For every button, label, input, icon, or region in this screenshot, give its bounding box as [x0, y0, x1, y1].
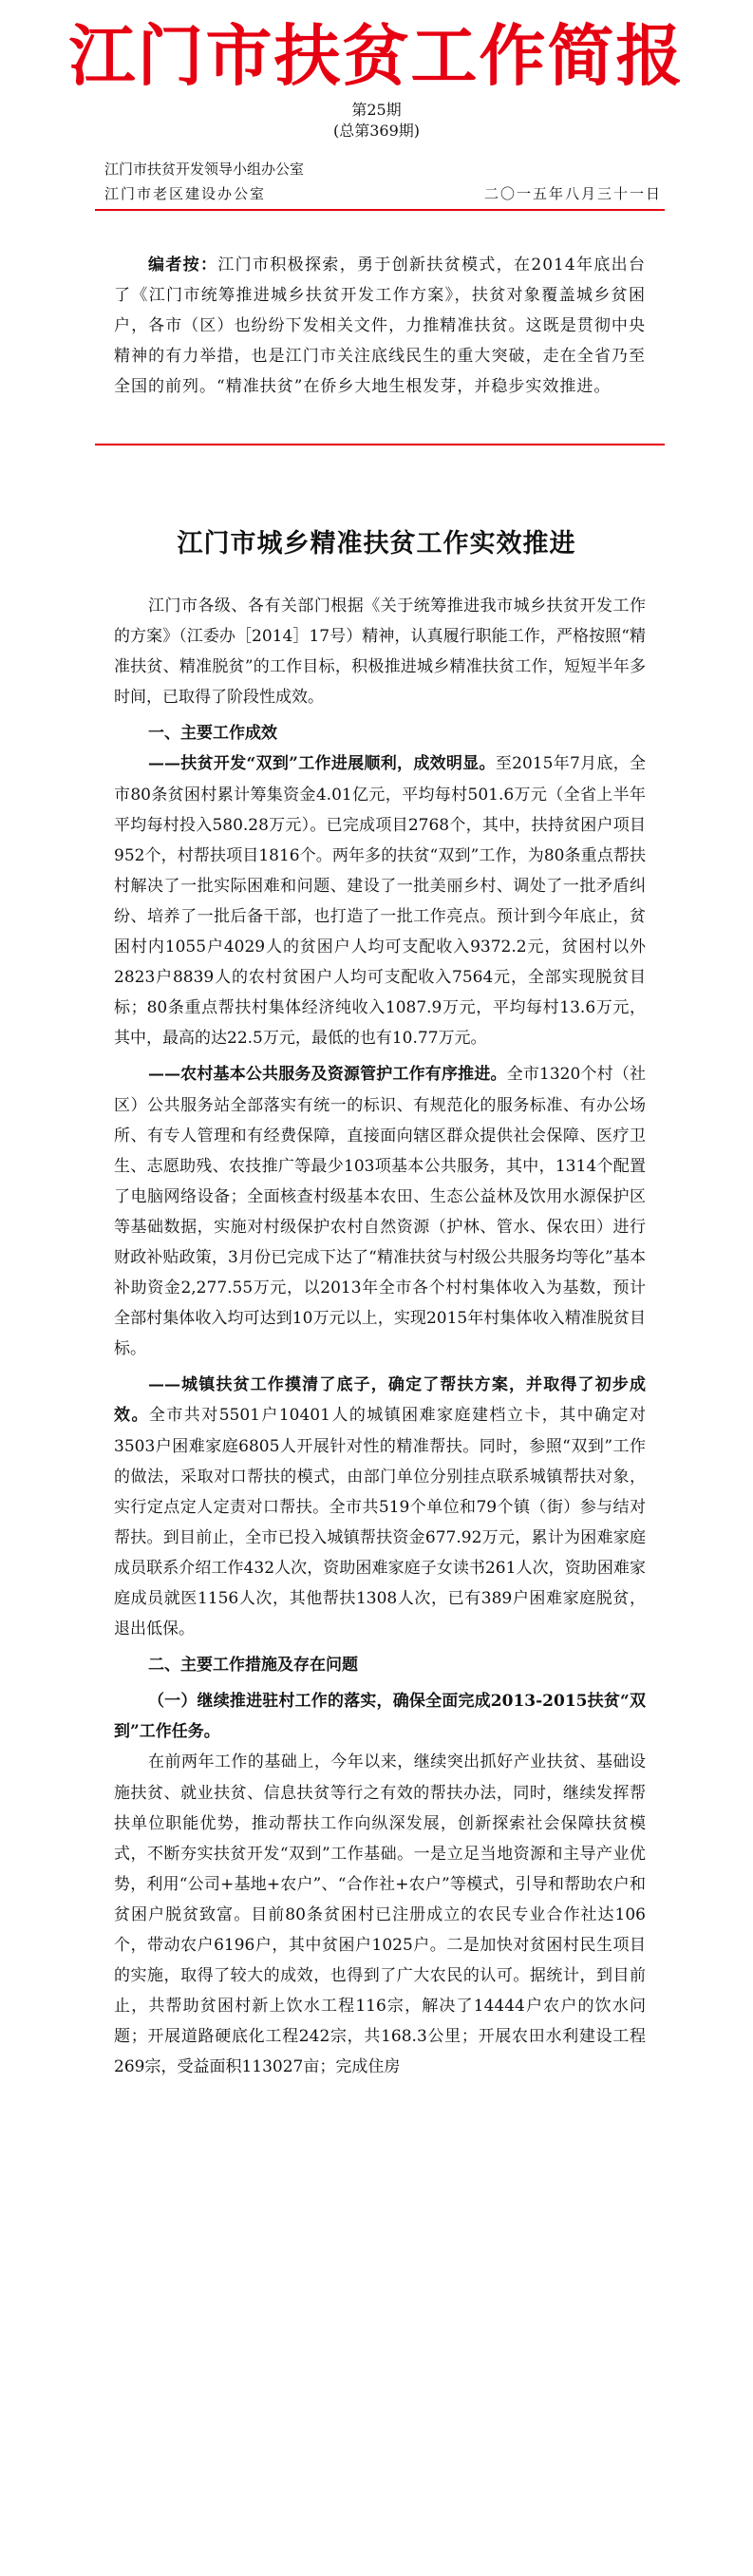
paragraph-2-text: 全市1320个村（社区）公共服务站全部落实有统一的标识、有规范化的服务标准、有办公场所、有专人管理和有经费保障，直接面向辖区群众提供社会保障、医疗卫生、志愿助残、农技推广等最少103项基本公共服务，其中，1314个配置了电脑网络设备；全面核查村级基本农田、生态公益林及饮用水源保护区等基础数据，实施对村级保护农村自然资源（护林、管水、保农田）进行财政补贴政策，3月份已完成下达了“精准扶贫与村级公共服务均等化”基本补助资金2,277.55万元，以2013年全市各个村村集体收入为基数，预计全部村集体收入均可达到10万元以上，实现2015年村集体收入精准脱贫目标。 — [114, 1065, 647, 1359]
paragraph-1-lead: ——扶贫开发“双到”工作进展顺利，成效明显。 — [148, 754, 496, 774]
masthead-title: 江门市扶贫工作简报 — [68, 17, 685, 95]
total-issue-number: (总第369期) — [332, 122, 421, 140]
section-2-heading: 二、主要工作措施及存在问题 — [148, 1656, 358, 1676]
article-body — [114, 591, 646, 2083]
article-title: 江门市城乡精准扶贫工作实效推进 — [177, 529, 576, 559]
editor-note — [114, 250, 646, 402]
issue-date: 二〇一五年八月三十一日 — [483, 185, 662, 202]
section-1-heading: 一、主要工作成效 — [148, 724, 277, 744]
paragraph-3 — [114, 1370, 646, 1644]
subsection-1-heading: （一）继续推进驻村工作的落实，确保全面完成2013-2015扶贫“双到”工作任务。 — [114, 1692, 646, 1742]
sender-org-2: 江门市老区建设办公室 — [104, 185, 267, 202]
paragraph-4: 在前两年工作的基础上，今年以来，继续突出抓好产业扶贫、基础设施扶贫、就业扶贫、信息扶贫等行之有效的帮扶办法，同时，继续发挥帮扶单位职能优势，推动帮扶工作向纵深发展，创新探索社会保障扶贫模式，不断夯实扶贫开发“双到”工作基础。一是立足当地资源和主导产业优势，利用“公司+基地+农户”、“合作社+农户”等模式，引导和帮助农户和贫困户脱贫致富。目前80条贫困村已注册成立的农民专业合作社达106个，带动农户6196户，其中贫困户1025户。二是加快对贫困村民生项目的实施，取得了较大的成效，也得到了广大农民的认可。据统计，到目前止，共帮助贫困村新上饮水工程116宗，解决了14444户农户的饮水问题；开展道路硬底化工程242宗，共168.3公里；开展农田水利建设工程269宗，受益面积113027亩；完成住房 — [114, 1752, 646, 2077]
sender-org-1: 江门市扶贫开发领导小组办公室 — [104, 161, 305, 178]
paragraph-3-text: 全市共对5501户10401人的城镇困难家庭建档立卡，其中确定对3503户困难家庭6805人开展针对性的精准帮扶。同时，参照“双到”工作的做法，采取对口帮扶的模式，由部门单位分别挂点联系城镇帮扶对象，实行定点定人定责对口帮扶。全市共519个单位和79个镇（街）参与结对帮扶。到目前止，全市已投入城镇帮扶资金677.92万元，累计为困难家庭成员联系介绍工作432人次，资助困难家庭子女读书261人次，资助困难家庭成员就医1156人次，其他帮扶1308人次，已有389户困难家庭脱贫，退出低保。 — [114, 1406, 647, 1639]
editor-note-text: 江门市积极探索，勇于创新扶贫模式，在2014年底出台了《江门市统筹推进城乡扶贫开发工作方案》，扶贫对象覆盖城乡贫困户，各市（区）也纷纷下发相关文件，力推精准扶贫。这既是贯彻中央精神的有力举措，也是江门市关注底线民生的重大突破，走在全省乃至全国的前列。“精准扶贫”在侨乡大地生根发芽，并稳步实效推进。 — [114, 256, 646, 396]
paragraph-2-lead: ——农村基本公共服务及资源管护工作有序推进。 — [148, 1065, 507, 1085]
issue-number: 第25期 — [351, 101, 402, 119]
editor-note-label: 编者按： — [148, 256, 218, 275]
header-divider — [95, 209, 665, 211]
paragraph-1 — [114, 748, 646, 1053]
paragraph-3-lead: ——城镇扶贫工作摸清了底子，确定了帮扶方案，并取得了初步成效。 — [114, 1375, 646, 1426]
intro-paragraph: 江门市各级、各有关部门根据《关于统筹推进我市城乡扶贫开发工作的方案》（江委办［2014］17号）精神，认真履行职能工作，严格按照“精准扶贫、精准脱贫”的工作目标，积极推进城乡精准扶贫工作，短短半年多时间，已取得了阶段性成效。 — [114, 597, 646, 708]
editor-note-divider — [95, 444, 665, 445]
paragraph-1-text: 至2015年7月底，全市80条贫困村累计筹集资金4.01亿元，平均每村501.6万元（全省上半年平均每村投入580.28万元）。已完成项目2768个，其中，扶持贫困户项目952个，村帮扶项目1816个。两年多的扶贫“双到”工作，为80条重点帮扶村解决了一批实际困难和问题、建设了一批美丽乡村、调处了一批矛盾纠纷、培养了一批后备干部，也打造了一批工作亮点。预计到今年底止，贫困村内1055户4029人的贫困户人均可支配收入9372.2元，贫困村以外2823户8839人的农村贫困户人均可支配收入7564元，全部实现脱贫目标；80条重点帮扶村集体经济纯收入1087.9万元，平均每村13.6万元，其中，最高的达22.5万元，最低的也有10.77万元。 — [114, 754, 646, 1049]
paragraph-2 — [114, 1059, 646, 1364]
